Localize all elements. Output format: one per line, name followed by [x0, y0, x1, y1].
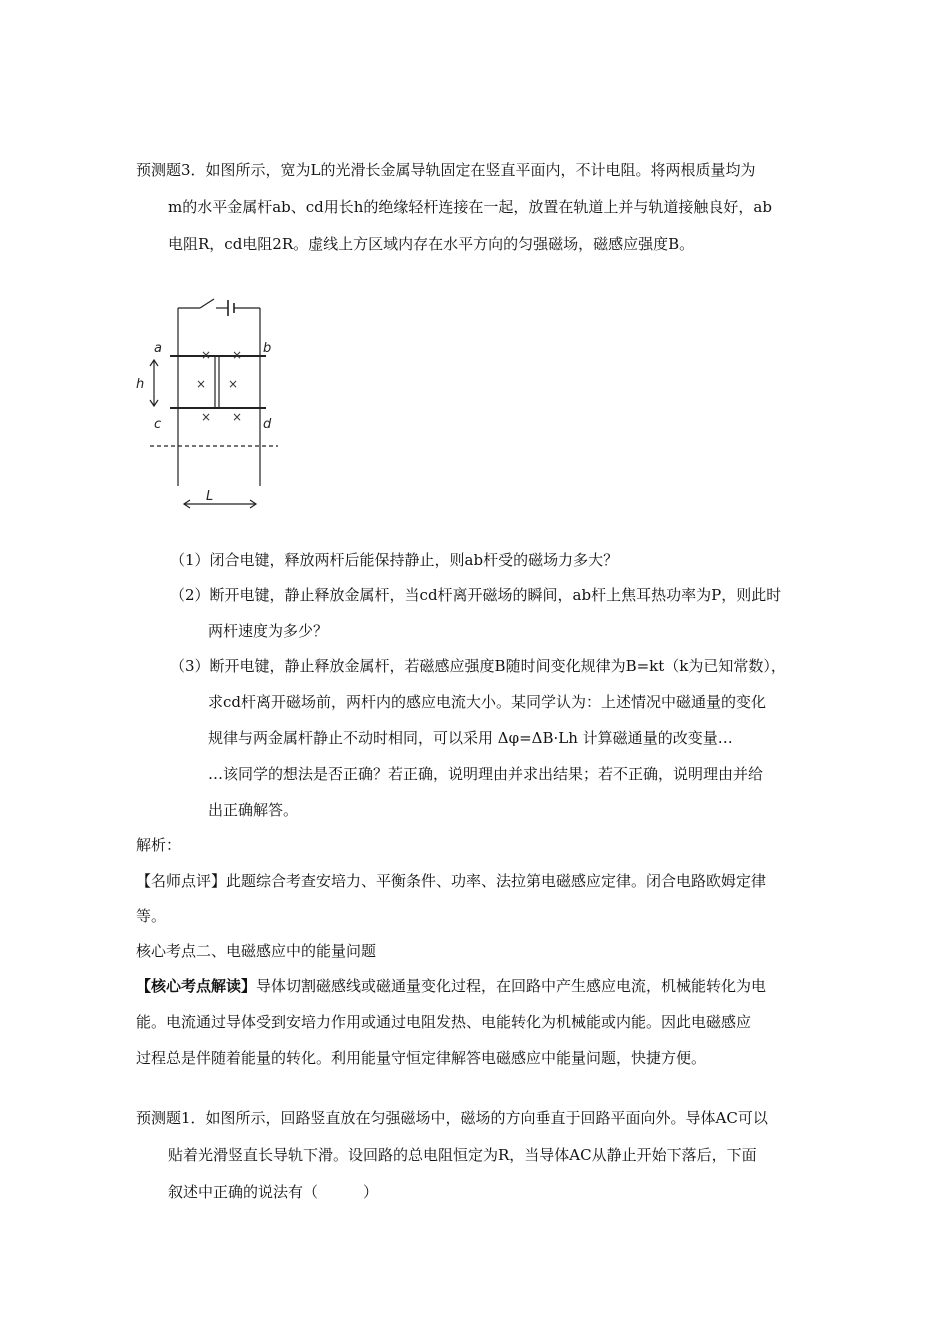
core-reading-cont-2: 过程总是伴随着能量的转化。利用能量守恒定律解答电磁感应中能量问题，快捷方便。: [136, 1049, 707, 1067]
teacher-comment-tag: 【名师点评】: [136, 872, 227, 890]
question-1: （1）闭合电键，释放两杆后能保持静止，则ab杆受的磁场力多大？: [170, 551, 619, 569]
core-reading-text: 导体切割磁感线或磁通量变化过程，在回路中产生感应电流，机械能转化为电: [256, 977, 767, 995]
field-cross: ×: [232, 348, 243, 362]
field-cross: ×: [196, 377, 207, 391]
problem1-line-1: 预测题1．如图所示，回路竖直放在匀强磁场中，磁场的方向垂直于回路平面向外。导体AC可以: [136, 1109, 768, 1127]
problem1-line-3: 叙述中正确的说法有（ ）: [168, 1183, 379, 1201]
question-2-cont: 两杆速度为多少？: [208, 622, 329, 640]
label-L: L: [206, 489, 214, 504]
teacher-comment-text: 此题综合考查安培力、平衡条件、功率、法拉第电磁感应定律。闭合电路欧姆定律: [226, 872, 767, 890]
analysis-label: 解析：: [136, 836, 182, 854]
label-c: c: [154, 417, 162, 432]
question-3-cont-1: 求cd杆离开磁场前，两杆内的感应电流大小。某同学认为：上述情况中磁通量的变化: [208, 693, 767, 711]
question-2: （2）断开电键，静止释放金属杆，当cd杆离开磁场的瞬间，ab杆上焦耳热功率为P，则此时: [170, 586, 782, 604]
field-cross: ×: [232, 410, 243, 424]
field-cross: ×: [228, 377, 239, 391]
label-b: b: [263, 341, 272, 356]
teacher-comment: [136, 871, 766, 891]
field-cross: ×: [201, 348, 212, 362]
field-cross: ×: [201, 410, 212, 424]
core-reading-cont-1: 能。电流通过导体受到安培力作用或通过电阻发热、电能转化为机械能或内能。因此电磁感应: [136, 1013, 752, 1031]
problem3-line-1: 预测题3．如图所示，宽为L的光滑长金属导轨固定在竖直平面内，不计电阻。将两根质量均为: [136, 161, 756, 179]
label-d: d: [263, 417, 272, 432]
problem3-line-3: 电阻R，cd电阻2R。虚线上方区域内存在水平方向的匀强磁场，磁感应强度B。: [168, 235, 695, 253]
label-h: h: [136, 377, 145, 392]
question-3: （3）断开电键，静止释放金属杆，若磁感应强度B随时间变化规律为B=kt（k为已知常数），: [170, 657, 786, 675]
core-reading-tag: 【核心考点解读】: [136, 977, 257, 995]
question-3-cont-3: …该同学的想法是否正确？若正确，说明理由并求出结果；若不正确，说明理由并给: [208, 765, 764, 783]
question-3-cont-2: 规律与两金属杆静止不动时相同，可以采用 Δφ=ΔB·Lh 计算磁通量的改变量…: [208, 729, 733, 747]
problem3-line-2: m的水平金属杆ab、cd用长h的绝缘轻杆连接在一起，放置在轨道上并与轨道接触良好，ab: [168, 198, 772, 216]
circuit-figure: [128, 288, 298, 520]
problem1-line-2: 贴着光滑竖直长导轨下滑。设回路的总电阻恒定为R，当导体AC从静止开始下落后，下面: [168, 1146, 757, 1164]
question-3-cont-4: 出正确解答。: [208, 801, 299, 819]
core-reading: [136, 976, 766, 996]
label-a: a: [154, 341, 162, 356]
teacher-comment-cont: 等。: [136, 907, 167, 925]
section-title: 核心考点二、电磁感应中的能量问题: [136, 942, 377, 960]
